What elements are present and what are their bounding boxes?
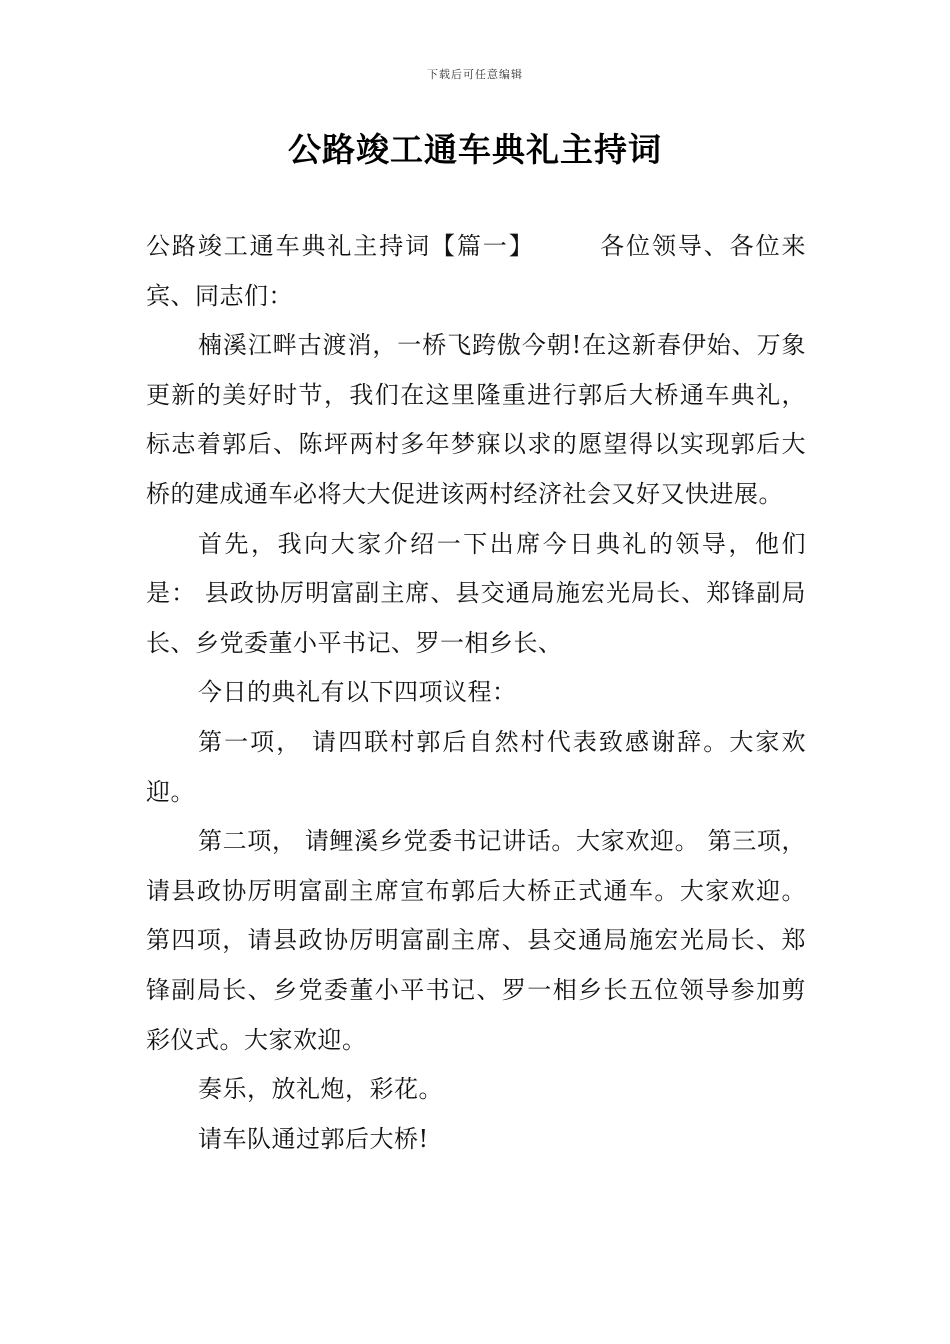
paragraph: 第二项， 请鲤溪乡党委书记讲话。大家欢迎。 第三项，请县政协厉明富副主席宣布郭后大桥正式通车。大家欢迎。 第四项，请县政协厉明富副主席、县交通局施宏光局长、郑锋副局长、乡党委董小平书记、罗一相乡长五位领导参加剪彩仪式。大家欢迎。 [146, 827, 806, 1054]
paragraph: 第一项， 请四联村郭后自然村代表致感谢辞。大家欢迎。 [146, 727, 806, 806]
intro-heading: 公路竣工通车典礼主持词【篇一】 [146, 232, 535, 260]
document-body [146, 222, 806, 1164]
paragraph: 今日的典礼有以下四项议程： [198, 678, 517, 707]
paragraph: 奏乐，放礼炮，彩花。 [198, 1075, 443, 1104]
paragraph: 楠溪江畔古渡消，一桥飞跨傲今朝!在这新春伊始、万象更新的美好时节，我们在这里隆重进行郭后大桥通车典礼，标志着郭后、陈坪两村多年梦寐以求的愿望得以实现郭后大桥的建成通车必将大大促进该两村经济社会又好又快进展。 [146, 331, 806, 508]
paragraph: 首先，我向大家介绍一下出席今日典礼的领导，他们是： 县政协厉明富副主席、县交通局施宏光局长、郑锋副局长、乡党委董小平书记、罗一相乡长、 [146, 529, 806, 657]
page-title: 公路竣工通车典礼主持词 [288, 130, 662, 169]
greeting: 各位领导、各位来宾、同志们： [146, 232, 807, 310]
intro-paragraph [146, 222, 806, 321]
paragraph: 请车队通过郭后大桥! [198, 1124, 429, 1153]
header-note: 下载后可任意编辑 [427, 68, 523, 81]
